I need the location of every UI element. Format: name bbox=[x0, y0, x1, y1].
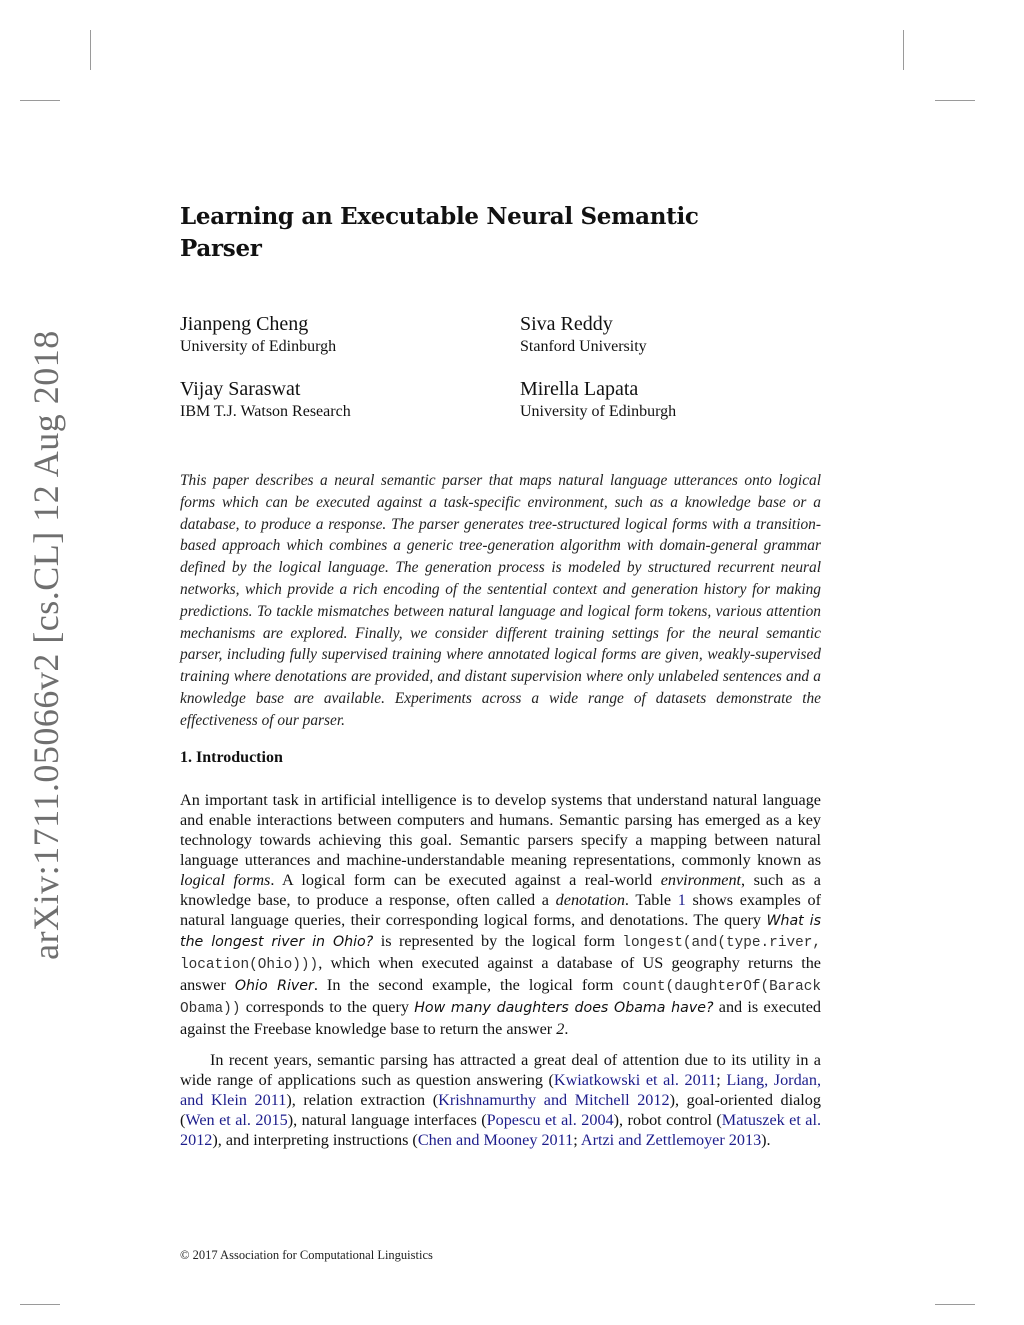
text-run: ; bbox=[573, 1131, 581, 1149]
citation-link[interactable]: Popescu et al. 2004 bbox=[486, 1111, 614, 1129]
example-answer: 2 bbox=[556, 1020, 565, 1038]
author-block bbox=[520, 378, 676, 422]
paper-title: Learning an Executable Neural Semantic Parser bbox=[180, 203, 699, 262]
text-run: shows examples of natural language queries, their corresponding logical forms, and denotations. The query bbox=[180, 891, 821, 929]
text-run: ; bbox=[716, 1071, 727, 1089]
text-run: ). bbox=[761, 1131, 771, 1149]
text-run: corresponds to the query bbox=[240, 998, 415, 1016]
author-block bbox=[520, 313, 647, 357]
crop-mark-top-left-h bbox=[20, 100, 60, 101]
text-run: ), robot control ( bbox=[613, 1111, 722, 1129]
crop-mark-top-left bbox=[90, 30, 91, 70]
logical-form-code: longest(and(type.river, location(Ohio))) bbox=[180, 935, 821, 973]
text-run: . A logical form can be executed against a real-world bbox=[270, 871, 661, 889]
example-query: What is the longest river in Ohio? bbox=[180, 913, 821, 950]
abstract: This paper describes a neural semantic parser that maps natural language utterances onto logical forms which can be executed against a task-specific environment, such as a knowledge base or a database, to produce a response. The parser generates tree-structured logical forms with a transition-based approach which combines a generic tree-generation algorithm with domain-general grammar defined by the logical language. The generation process is modeled by structured recurrent neural networks, which provide a rich encoding of the sentential context and generation history for making predictions. To tackle mismatches between natural language and logical form tokens, various attention mechanisms are explored. Finally, we consider different training settings for the neural semantic parser, including fully supervised training where annotated logical forms are given, weakly-supervised training where denotations are provided, and distant supervision where only unlabeled sentences and a knowledge base are available. Experiments across a wide range of datasets demonstrate the effectiveness of our parser. bbox=[180, 472, 821, 729]
example-query: How many daughters does Obama have? bbox=[414, 1000, 714, 1016]
text-run: In recent years, semantic parsing has attracted a great deal of attention due to its utility in a wide range of applications such as question answering ( bbox=[180, 1051, 821, 1089]
author-affiliation: University of Edinburgh bbox=[520, 403, 677, 420]
text-run: . bbox=[564, 1020, 569, 1038]
text-run: An important task in artificial intelligence is to develop systems that understand natural language and enable interactions between computers and humans. Semantic parsing has emerged as a key technology towards achieving this goal. Semantic parsers specify a mapping between natural language utterances and machine-understandable meaning representations, commonly known as bbox=[180, 791, 821, 869]
text-run: . Table bbox=[624, 891, 678, 909]
text-run: ), natural language interfaces ( bbox=[287, 1111, 487, 1129]
author-block bbox=[180, 378, 351, 422]
citation-link[interactable]: Chen and Mooney 2011 bbox=[417, 1131, 574, 1149]
text-run: , which when executed against a database of US geography returns the answer bbox=[180, 954, 821, 994]
term-environment: environment bbox=[660, 871, 742, 889]
logical-form-code: count(daughterOf(Barack Obama)) bbox=[180, 979, 821, 1017]
text-run: is represented by the logical form bbox=[373, 932, 623, 950]
citation-link[interactable]: Kwiatkowski et al. 2011 bbox=[553, 1071, 717, 1089]
example-answer: Ohio River bbox=[234, 978, 314, 994]
citation-link[interactable]: Krishnamurthy and Mitchell 2012 bbox=[438, 1091, 670, 1109]
author-name: Vijay Saraswat bbox=[180, 378, 301, 400]
author-block bbox=[180, 313, 336, 357]
text-run: ), relation extraction ( bbox=[286, 1091, 439, 1109]
term-denotation: denotation bbox=[555, 891, 625, 909]
author-affiliation: Stanford University bbox=[520, 338, 647, 355]
citation-link[interactable]: Wen et al. 2015 bbox=[185, 1111, 288, 1129]
author-name: Mirella Lapata bbox=[520, 378, 639, 400]
author-affiliation: IBM T.J. Watson Research bbox=[180, 403, 351, 420]
term-logical-forms: logical forms bbox=[180, 871, 271, 889]
arxiv-identifier-stamp[interactable]: arXiv:1711.05066v2 [cs.CL] 12 Aug 2018 bbox=[26, 330, 66, 960]
citation-link[interactable]: Matuszek et al. 2012 bbox=[180, 1111, 822, 1149]
section-heading-introduction: 1. Introduction bbox=[180, 749, 283, 766]
citation-link[interactable]: Artzi and Zettlemoyer 2013 bbox=[580, 1131, 762, 1149]
table-reference-link[interactable]: 1 bbox=[677, 891, 686, 909]
intro-paragraph-2 bbox=[180, 1050, 821, 1150]
crop-mark-top-right-h bbox=[935, 100, 975, 101]
citation-link[interactable]: Liang, Jordan, and Klein 2011 bbox=[180, 1071, 821, 1109]
text-run: , such as a knowledge base, to produce a response, often called a bbox=[180, 871, 821, 909]
author-name: Jianpeng Cheng bbox=[180, 313, 309, 335]
author-name: Siva Reddy bbox=[520, 313, 613, 335]
text-run: and is executed against the Freebase knowledge base to return the answer bbox=[180, 998, 821, 1038]
intro-paragraph-1 bbox=[180, 790, 821, 1039]
text-run: ), goal-oriented dialog ( bbox=[180, 1091, 821, 1129]
text-run: . In the second example, the logical form bbox=[313, 976, 623, 994]
footer-copyright: © 2017 Association for Computational Linguistics bbox=[180, 1248, 433, 1262]
text-run: ), and interpreting instructions ( bbox=[212, 1131, 418, 1149]
author-affiliation: University of Edinburgh bbox=[180, 338, 337, 355]
crop-mark-bottom-right-h bbox=[935, 1304, 975, 1305]
crop-mark-bottom-left-h bbox=[20, 1304, 60, 1305]
crop-mark-top-right bbox=[903, 30, 904, 70]
